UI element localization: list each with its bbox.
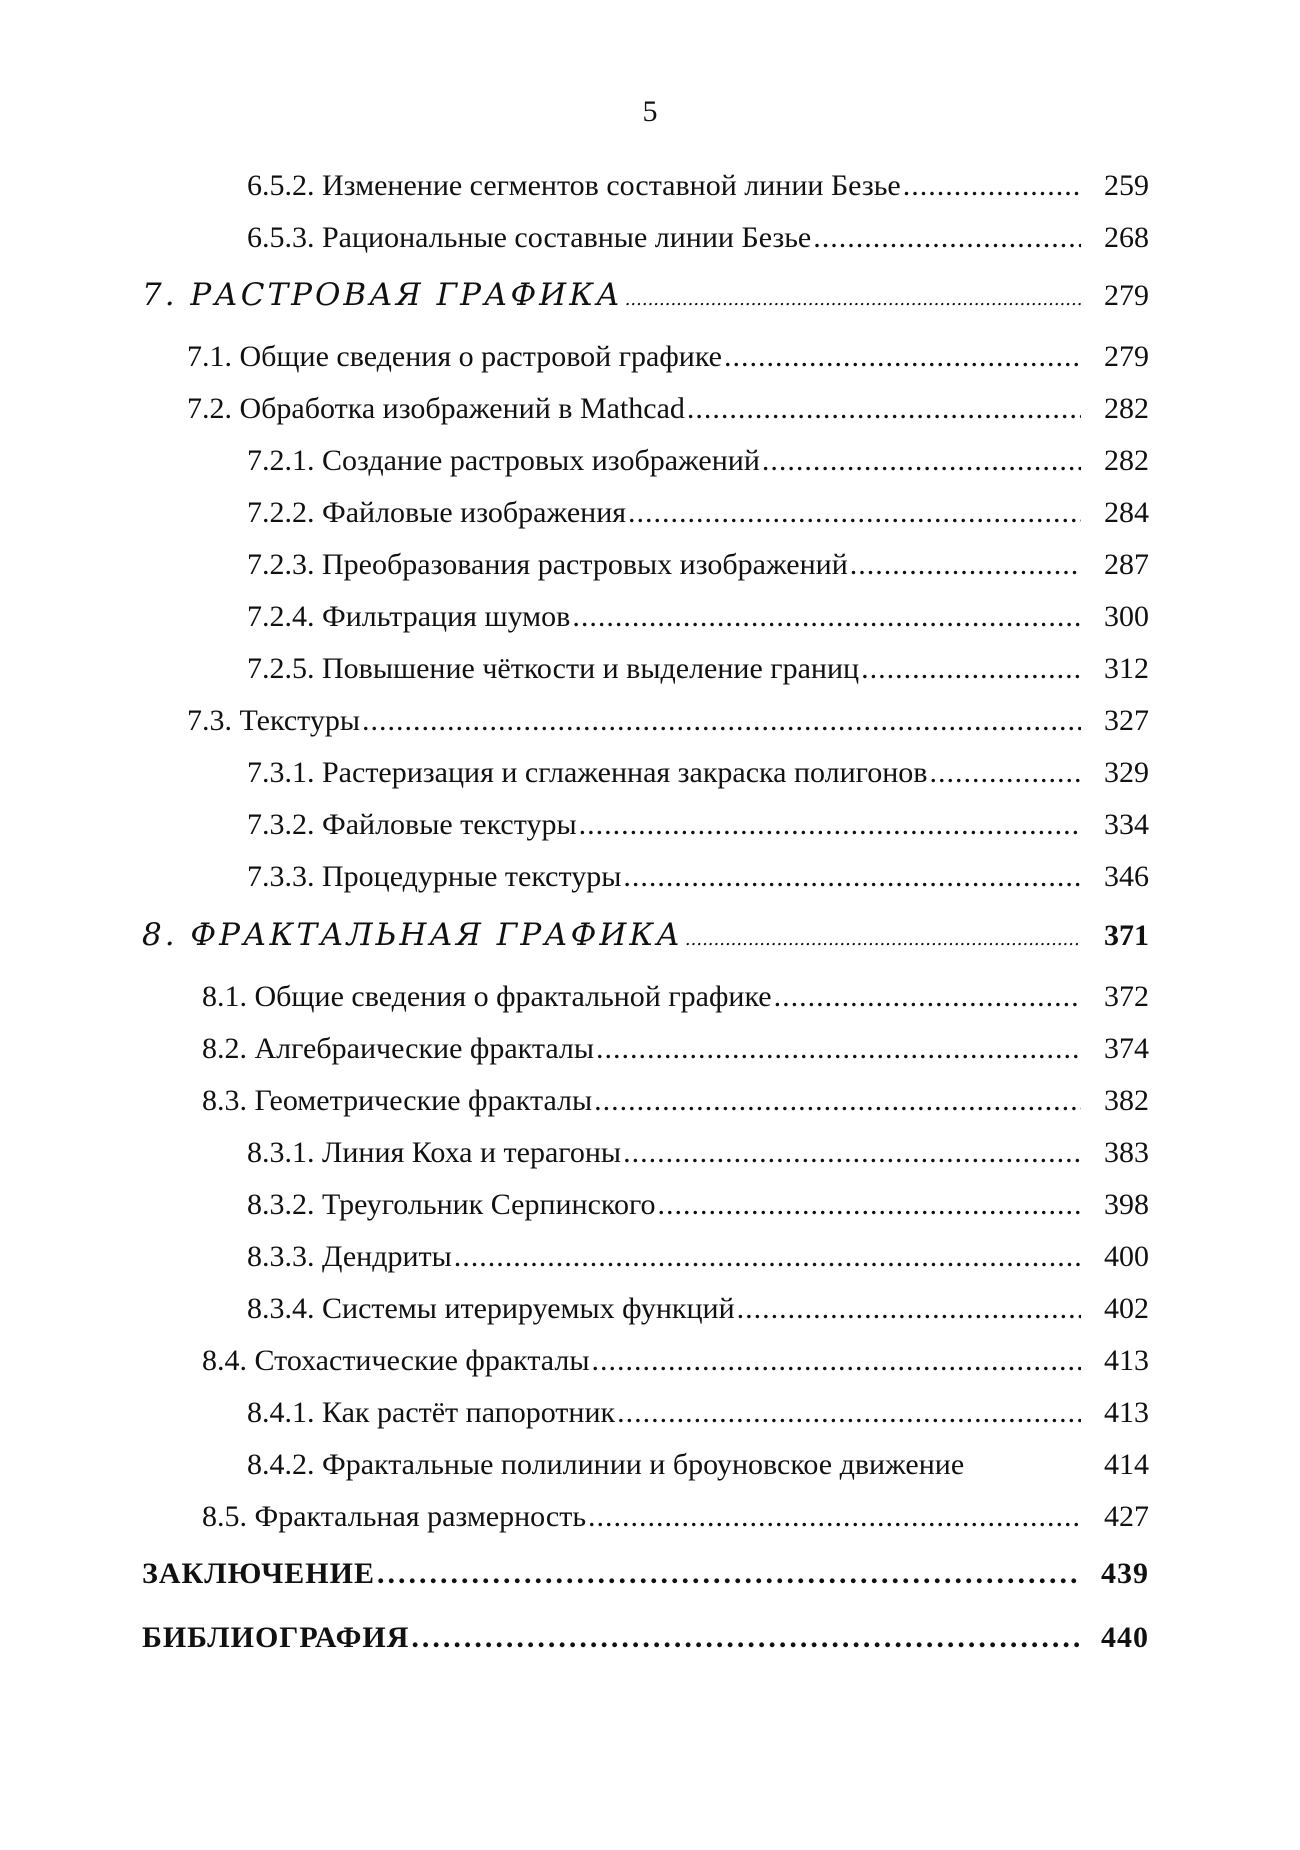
toc-entry-title: 7.2. Обработка изображений в Mathcad <box>187 392 685 425</box>
toc-entry-page: 414 <box>1104 1448 1149 1481</box>
toc-entry-title: 8.4.2. Фрактальные полилинии и броуновское движение <box>247 1448 965 1481</box>
toc-entry-title: 8.3.1. Линия Коха и терагоны <box>247 1136 622 1169</box>
toc-entry[interactable] <box>202 982 1149 1012</box>
toc-entry-page: 371 <box>1104 919 1149 952</box>
leader-dots <box>572 602 1081 632</box>
toc-entry-page: 282 <box>1104 392 1149 425</box>
toc-entry-page: 374 <box>1104 1032 1149 1065</box>
toc-entry-title: 7.3.3. Процедурные текстуры <box>247 860 622 893</box>
toc-entry-page: 259 <box>1104 169 1149 202</box>
toc-end-title: БИБЛИОГРАФИЯ <box>142 1621 410 1654</box>
leader-dots <box>579 810 1081 840</box>
leader-dots <box>377 1559 1081 1589</box>
leader-dots <box>658 1190 1081 1220</box>
toc-entry[interactable] <box>247 654 1149 684</box>
toc-entry-page: 282 <box>1104 444 1149 477</box>
toc-entry-title: 7.2.5. Повышение чёткости и выделение границ <box>247 652 860 685</box>
toc-entry[interactable] <box>247 498 1149 528</box>
toc-entry-title: 7.3.2. Файловые текстуры <box>247 808 577 841</box>
toc-chapter-entry[interactable] <box>142 917 1149 953</box>
toc-entry-title: 7.2.2. Файловые изображения <box>247 496 627 529</box>
toc-entry-title: 7.3. Текстуры <box>187 704 361 737</box>
toc-end-entry[interactable] <box>142 1623 1149 1653</box>
toc-end-entry[interactable] <box>142 1559 1149 1589</box>
toc-entry[interactable] <box>247 758 1149 788</box>
toc-entry-page: 372 <box>1104 980 1149 1013</box>
toc-entry-title: 6.5.3. Рациональные составные линии Безье <box>247 221 812 254</box>
toc-entry-title: 8.3.2. Треугольник Серпинского <box>247 1188 656 1221</box>
toc-entry-page: 398 <box>1104 1188 1149 1221</box>
toc-entry-page: 413 <box>1104 1396 1149 1429</box>
leader-dots <box>454 1242 1081 1272</box>
leader-dots <box>625 291 1081 309</box>
toc-entry[interactable] <box>247 171 1149 201</box>
leader-dots <box>594 1086 1081 1116</box>
toc-entry-page: 300 <box>1104 600 1149 633</box>
toc-entry-page: 312 <box>1104 652 1149 685</box>
toc-entry-page: 413 <box>1104 1344 1149 1377</box>
toc-entry-page: 382 <box>1104 1084 1149 1117</box>
toc-entry-page: 427 <box>1104 1500 1149 1533</box>
leader-dots <box>762 446 1081 476</box>
leader-dots <box>850 550 1081 580</box>
leader-dots <box>724 342 1081 372</box>
leader-dots <box>628 498 1081 528</box>
toc-entry-title: 6.5.2. Изменение сегментов составной линии Безье <box>247 169 901 202</box>
leader-dots <box>813 223 1081 253</box>
toc-entry-title: 7.2.4. Фильтрация шумов <box>247 600 571 633</box>
toc-entry[interactable] <box>247 810 1149 840</box>
toc-entry-page: 334 <box>1104 808 1149 841</box>
toc-entry[interactable] <box>247 550 1149 580</box>
toc-entry[interactable] <box>247 223 1149 253</box>
toc-entry-page: 279 <box>1104 340 1149 373</box>
toc-entry[interactable] <box>187 342 1149 372</box>
toc-entry[interactable] <box>202 1346 1149 1376</box>
toc-entry[interactable] <box>202 1086 1149 1116</box>
leader-dots <box>411 1623 1081 1653</box>
toc-chapter-entry[interactable] <box>142 277 1149 313</box>
toc-entry-page: 383 <box>1104 1136 1149 1169</box>
toc-entry-page: 287 <box>1104 548 1149 581</box>
toc-entry-title: 7.2.1. Создание растровых изображений <box>247 444 760 477</box>
toc-entry[interactable] <box>247 862 1149 892</box>
toc-entry[interactable] <box>247 602 1149 632</box>
toc-entry[interactable] <box>187 394 1149 424</box>
leader-dots <box>687 394 1081 424</box>
toc-entry[interactable] <box>247 446 1149 476</box>
toc-entry-title: 7.2.3. Преобразования растровых изображений <box>247 548 848 581</box>
toc-entry-title: 7.1. Общие сведения о растровой графике <box>187 340 722 373</box>
toc-entry-title: 8.1. Общие сведения о фрактальной графике <box>202 980 772 1013</box>
toc-entry-title: 8.3.3. Дендриты <box>247 1240 452 1273</box>
toc-entry-page: 268 <box>1104 221 1149 254</box>
toc-entry-title: 8.2. Алгебраические фракталы <box>202 1032 595 1065</box>
leader-dots <box>903 171 1081 201</box>
toc-entry-page: 329 <box>1104 756 1149 789</box>
leader-dots <box>362 706 1081 736</box>
toc-entry-page: 400 <box>1104 1240 1149 1273</box>
toc-entry-title: 8.4. Стохастические фракталы <box>202 1344 590 1377</box>
toc-entry[interactable] <box>247 1138 1149 1168</box>
toc-entry-page: 346 <box>1104 860 1149 893</box>
toc-entry[interactable] <box>187 706 1149 736</box>
leader-dots <box>929 758 1081 788</box>
toc-entry[interactable] <box>247 1450 1149 1480</box>
toc-entry-page: 284 <box>1104 496 1149 529</box>
leader-dots <box>623 1138 1081 1168</box>
leader-dots <box>623 862 1081 892</box>
toc-entry[interactable] <box>247 1242 1149 1272</box>
toc-entry-title: 8.3.4. Системы итерируемых функций <box>247 1292 735 1325</box>
toc-entry-title: 7.3.1. Растеризация и сглаженная закраска полигонов <box>247 756 928 789</box>
leader-dots <box>774 982 1081 1012</box>
toc-entry[interactable] <box>247 1190 1149 1220</box>
toc-entry[interactable] <box>247 1398 1149 1428</box>
leader-dots <box>592 1346 1081 1376</box>
toc-entry-page: 327 <box>1104 704 1149 737</box>
leader-dots <box>596 1034 1081 1064</box>
leader-dots <box>685 931 1081 949</box>
toc-entry-page: 440 <box>1101 1621 1149 1654</box>
toc-entry[interactable] <box>202 1502 1149 1532</box>
toc-entry[interactable] <box>247 1294 1149 1324</box>
toc-chapter-title: 8. ФРАКТАЛЬНАЯ ГРАФИКА <box>142 917 683 953</box>
toc-entry-title: 8.3. Геометрические фракталы <box>202 1084 593 1117</box>
page-number: 5 <box>642 95 658 128</box>
toc-end-title: ЗАКЛЮЧЕНИЕ <box>142 1557 375 1590</box>
toc-entry-title: 8.5. Фрактальная размерность <box>202 1500 587 1533</box>
toc-chapter-title: 7. РАСТРОВАЯ ГРАФИКА <box>142 277 623 313</box>
leader-dots <box>861 654 1081 684</box>
toc-entry[interactable] <box>202 1034 1149 1064</box>
toc-entry-page: 402 <box>1104 1292 1149 1325</box>
leader-dots <box>588 1502 1081 1532</box>
leader-dots <box>737 1294 1081 1324</box>
toc-entry-page: 279 <box>1104 279 1149 312</box>
leader-dots <box>617 1398 1081 1428</box>
toc-entry-page: 439 <box>1101 1557 1149 1590</box>
toc-entry-title: 8.4.1. Как растёт папоротник <box>247 1396 616 1429</box>
